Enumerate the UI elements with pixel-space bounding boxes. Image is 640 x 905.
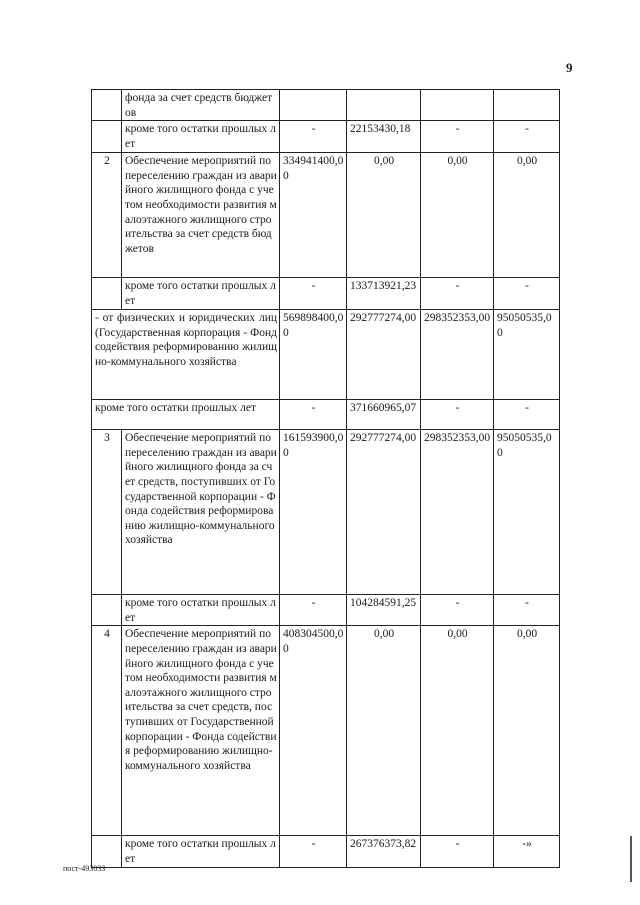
amount-cell-1: - [280, 836, 347, 867]
table-row [92, 153, 560, 278]
amount-cell-2: 0,00 [347, 626, 421, 836]
amount-cell-2: 0,00 [347, 153, 421, 278]
amount-cell-2: 133713921,23 [347, 278, 421, 310]
description-cell: Обеспечение мероприятий по переселению граждан из аварийного жилищного фонда за счет средств, поступивших от Государственной корпорации - Фонда содействия реформированию жилищно-коммунального хозяйства [122, 430, 280, 595]
description-cell: кроме того остатки прошлых лет [92, 400, 280, 430]
amount-cell-1: 334941400,00 [280, 153, 347, 278]
table-row [92, 278, 560, 310]
row-number-cell [92, 836, 122, 867]
amount-cell-4: - [494, 400, 560, 430]
description-cell: кроме того остатки прошлых лет [122, 595, 280, 626]
row-number-cell: 3 [92, 430, 122, 595]
amount-cell-1: - [280, 595, 347, 626]
description-cell: - от физических и юридических лиц (Государственная корпорация - Фонд содействия реформированию жилищно-коммунального хозяйства [92, 310, 280, 400]
row-number-cell [92, 278, 122, 310]
amount-cell-1: - [280, 121, 347, 153]
amount-cell-4: - [494, 278, 560, 310]
amount-cell-4: - [494, 595, 560, 626]
amount-cell-3: 0,00 [421, 153, 494, 278]
amount-cell-3: 298352353,00 [421, 310, 494, 400]
amount-cell-2: 104284591,25 [347, 595, 421, 626]
amount-cell-1 [280, 90, 347, 121]
table-row [92, 430, 560, 595]
amount-cell-3: - [421, 595, 494, 626]
row-number-cell [92, 121, 122, 153]
amount-cell-1: 408304500,00 [280, 626, 347, 836]
amount-cell-4 [494, 90, 560, 121]
amount-cell-2: 22153430,18 [347, 121, 421, 153]
row-number-cell: 2 [92, 153, 122, 278]
table-row [92, 121, 560, 153]
amount-cell-4: 0,00 [494, 626, 560, 836]
amount-cell-1: 569898400,00 [280, 310, 347, 400]
description-cell: кроме того остатки прошлых лет [122, 836, 280, 867]
amount-cell-1: - [280, 278, 347, 310]
amount-cell-3: - [421, 400, 494, 430]
amount-cell-4: 95050535,00 [494, 430, 560, 595]
row-number-cell [92, 90, 122, 121]
amount-cell-2 [347, 90, 421, 121]
amount-cell-1: - [280, 400, 347, 430]
amount-cell-2: 267376373,82 [347, 836, 421, 867]
page-number: 9 [566, 60, 573, 75]
description-cell: Обеспечение мероприятий по переселению граждан из аварийного жилищного фонда с учетом необходимости развития малоэтажного жилищного строительства за счет средств, поступивших от Государственной корпорации - Фонда содействия реформированию жилищно-коммунального хозяйства [122, 626, 280, 836]
amount-cell-3 [421, 90, 494, 121]
description-cell: Обеспечение мероприятий по переселению граждан из аварийного жилищного фонда с учетом необходимости развития малоэтажного жилищного строительства за счет средств бюджетов [122, 153, 280, 278]
amount-cell-4: -» [494, 836, 560, 867]
budget-table [91, 89, 560, 868]
table-row [92, 90, 560, 121]
amount-cell-2: 292777274,00 [347, 310, 421, 400]
amount-cell-1: 161593900,00 [280, 430, 347, 595]
document-code: пост-493033 [63, 864, 106, 873]
amount-cell-4: 95050535,00 [494, 310, 560, 400]
table-row [92, 400, 560, 430]
row-number-cell [92, 595, 122, 626]
scan-edge-mark [630, 836, 632, 882]
amount-cell-3: - [421, 278, 494, 310]
amount-cell-4: 0,00 [494, 153, 560, 278]
amount-cell-3: 0,00 [421, 626, 494, 836]
amount-cell-2: 292777274,00 [347, 430, 421, 595]
amount-cell-4: - [494, 121, 560, 153]
amount-cell-2: 371660965,07 [347, 400, 421, 430]
table-row [92, 595, 560, 626]
amount-cell-3: 298352353,00 [421, 430, 494, 595]
table-row [92, 836, 560, 867]
description-cell: кроме того остатки прошлых лет [122, 121, 280, 153]
amount-cell-3: - [421, 836, 494, 867]
description-cell: фонда за счет средств бюджетов [122, 90, 280, 121]
row-number-cell: 4 [92, 626, 122, 836]
description-cell: кроме того остатки прошлых лет [122, 278, 280, 310]
table-row [92, 310, 560, 400]
table-row [92, 626, 560, 836]
amount-cell-3: - [421, 121, 494, 153]
